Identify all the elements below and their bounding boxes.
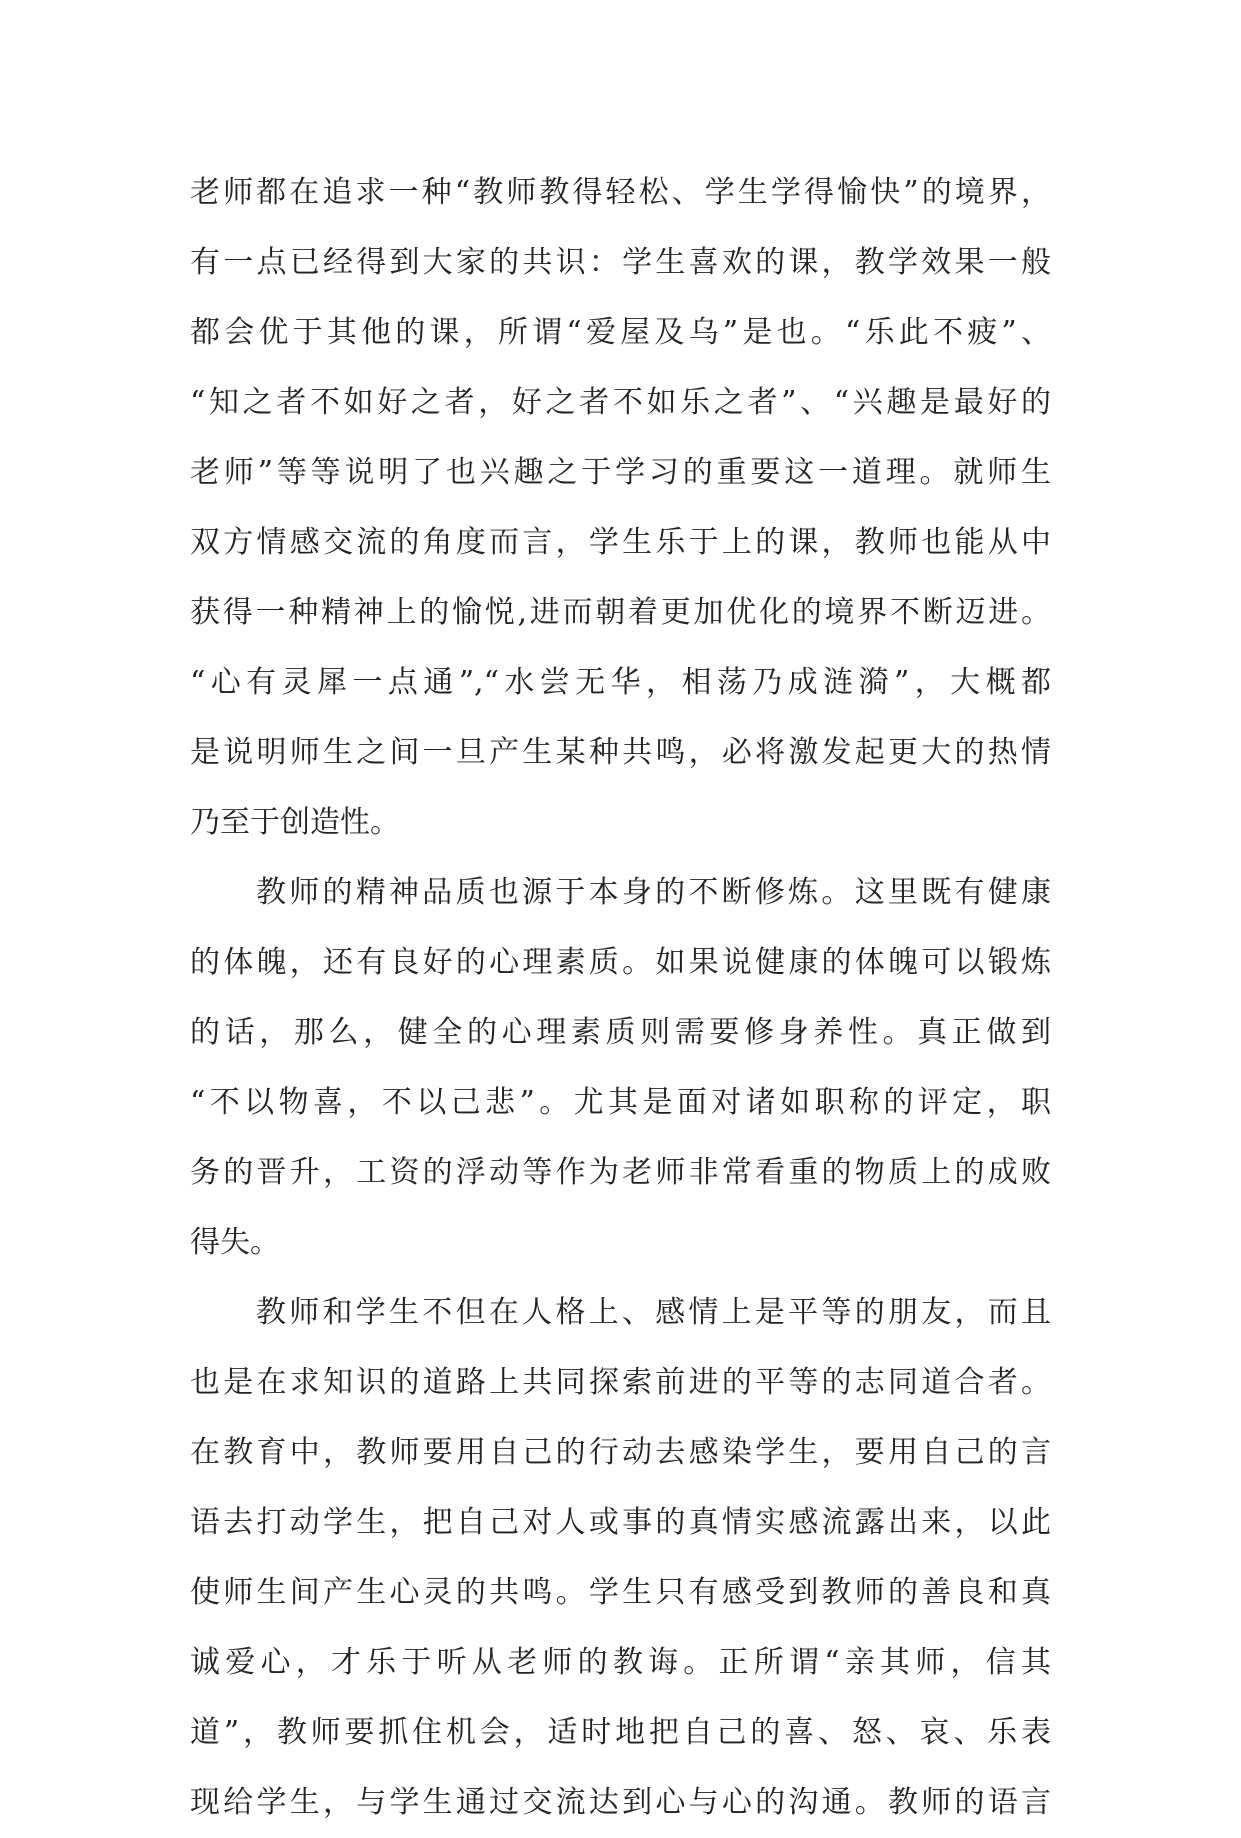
text-line: “心有灵犀一点通”,“水尝无华，相荡乃成涟漪”，大概都: [190, 665, 1051, 700]
text-line: 老师”等等说明了也兴趣之于学习的重要这一道理。就师生: [190, 455, 1051, 490]
document-page: [190, 158, 1051, 1838]
text-line: 获得一种精神上的愉悦,进而朝着更加优化的境界不断迈进。: [190, 595, 1051, 630]
text-line: 的话，那么，健全的心理素质则需要修身养性。真正做到: [190, 1015, 1051, 1050]
paragraph-2: [190, 858, 1051, 1278]
text-line: 的体魄，还有良好的心理素质。如果说健康的体魄可以锻炼: [190, 945, 1051, 980]
text-line: 教师和学生不但在人格上、感情上是平等的朋友，而且: [256, 1295, 1051, 1330]
text-line: 老师都在追求一种“教师教得轻松、学生学得愉快”的境界，: [190, 175, 1051, 210]
text-line: 语去打动学生，把自己对人或事的真情实感流露出来，以此: [190, 1505, 1051, 1540]
text-line: 现给学生，与学生通过交流达到心与心的沟通。教师的语言: [190, 1785, 1051, 1820]
text-line: 乃至于创造性。: [190, 805, 400, 840]
text-line: 有一点已经得到大家的共识：学生喜欢的课，教学效果一般: [190, 245, 1051, 280]
text-line: 道”，教师要抓住机会，适时地把自己的喜、怒、哀、乐表: [190, 1715, 1051, 1750]
text-line: 诚爱心，才乐于听从老师的教诲。正所谓“亲其师，信其: [190, 1645, 1051, 1680]
text-line: “不以物喜，不以己悲”。尤其是面对诸如职称的评定，职: [190, 1085, 1051, 1120]
text-line: 在教育中，教师要用自己的行动去感染学生，要用自己的言: [190, 1435, 1051, 1470]
text-line: 务的晋升，工资的浮动等作为老师非常看重的物质上的成败: [190, 1155, 1051, 1190]
paragraph-1: [190, 158, 1051, 858]
text-line: 都会优于其他的课，所谓“爱屋及乌”是也。“乐此不疲”、: [190, 315, 1051, 350]
text-line: 得失。: [190, 1225, 280, 1260]
text-line: 使师生间产生心灵的共鸣。学生只有感受到教师的善良和真: [190, 1575, 1051, 1610]
text-line: 也是在求知识的道路上共同探索前进的平等的志同道合者。: [190, 1365, 1051, 1400]
paragraph-3: [190, 1278, 1051, 1838]
text-line: “知之者不如好之者，好之者不如乐之者”、“兴趣是最好的: [190, 385, 1051, 420]
text-line: 教师的精神品质也源于本身的不断修炼。这里既有健康: [256, 875, 1051, 910]
text-line: 双方情感交流的角度而言，学生乐于上的课，教师也能从中: [190, 525, 1051, 560]
text-line: 是说明师生之间一旦产生某种共鸣，必将激发起更大的热情: [190, 735, 1051, 770]
